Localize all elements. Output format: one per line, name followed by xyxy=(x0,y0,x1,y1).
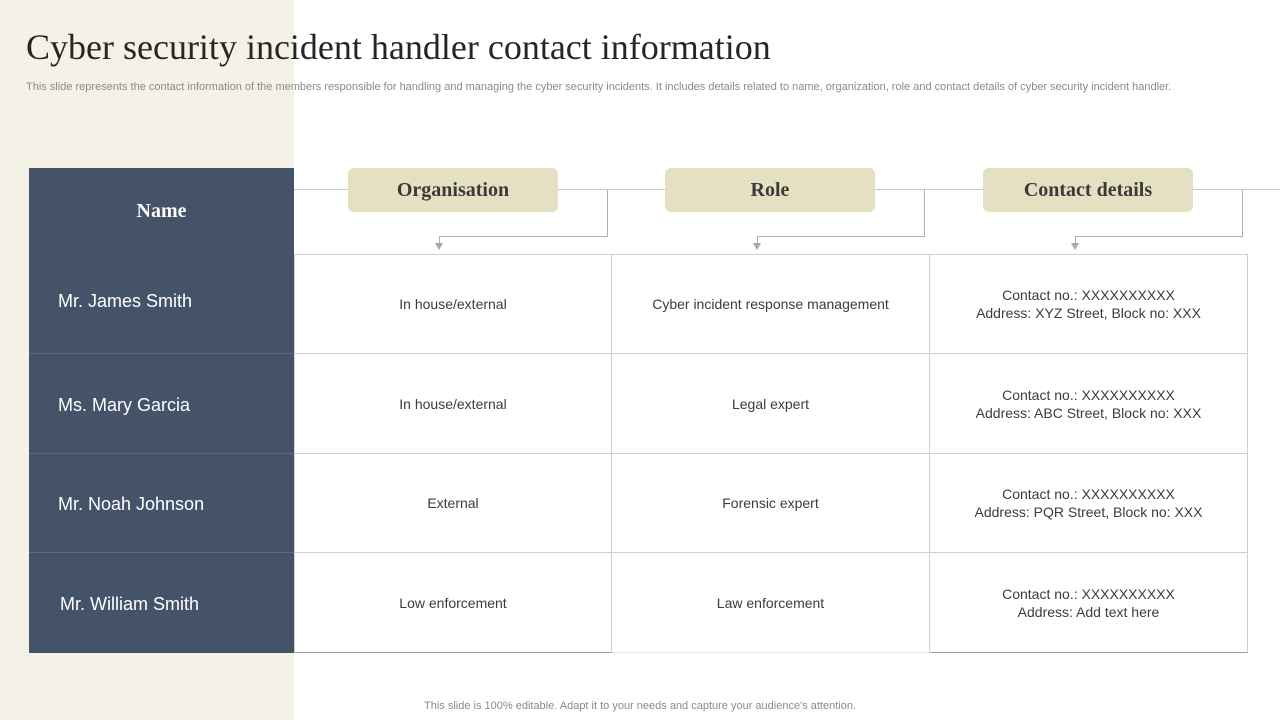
name-cell: Mr. James Smith xyxy=(58,291,193,311)
contact-table xyxy=(294,255,1248,653)
name-cell: Mr. Noah Johnson xyxy=(58,494,205,514)
name-separator xyxy=(29,353,294,354)
connector-line xyxy=(607,190,608,236)
name-cell: Mr. William Smith xyxy=(60,594,199,614)
header-line xyxy=(1192,189,1280,190)
contact-number: Contact no.: XXXXXXXXXX xyxy=(1002,287,1175,303)
role-cell: Legal expert xyxy=(612,353,930,454)
role-cell: Cyber incident response management xyxy=(612,254,930,354)
organisation-cell: In house/external xyxy=(294,254,612,354)
connector-line xyxy=(924,190,925,236)
footer-note: This slide is 100% editable. Adapt it to your needs and capture your audience's attention. xyxy=(424,700,856,712)
contact-cell xyxy=(930,254,1248,354)
page-title: Cyber security incident handler contact information xyxy=(26,27,771,67)
page-subtitle: This slide represents the contact information of the members responsible for handling and managing the cyber security incidents. It includes details related to name, organization, role and contact details of cyber security incident handler. xyxy=(26,81,1172,93)
connector-line xyxy=(1075,236,1243,237)
organisation-cell: External xyxy=(294,453,612,553)
connector-line xyxy=(439,236,608,237)
organisation-cell: Low enforcement xyxy=(294,552,612,653)
contact-address: Address: XYZ Street, Block no: XXX xyxy=(976,305,1201,321)
contact-cell xyxy=(930,552,1248,653)
contact-number: Contact no.: XXXXXXXXXX xyxy=(1002,386,1175,403)
contact-cell xyxy=(930,453,1248,553)
connector-line xyxy=(757,236,925,237)
organisation-cell: In house/external xyxy=(294,353,612,454)
header-line xyxy=(294,189,348,190)
header-line xyxy=(875,189,983,190)
arrow-down-icon xyxy=(435,243,443,250)
name-header: Name xyxy=(136,200,187,222)
contact-address: Address: Add text here xyxy=(1017,603,1160,620)
contact-address: Address: PQR Street, Block no: XXX xyxy=(974,504,1203,520)
contact-number: Contact no.: XXXXXXXXXX xyxy=(1002,486,1175,502)
role-header: Role xyxy=(665,168,875,212)
contact-number: Contact no.: XXXXXXXXXX xyxy=(1002,585,1175,602)
arrow-down-icon xyxy=(1071,243,1079,250)
header-line xyxy=(558,189,665,190)
connector-line xyxy=(1242,190,1243,236)
organisation-header: Organisation xyxy=(348,168,558,212)
contact-header: Contact details xyxy=(983,168,1193,212)
contact-address: Address: ABC Street, Block no: XXX xyxy=(975,404,1202,421)
contact-cell xyxy=(930,353,1248,454)
role-cell: Law enforcement xyxy=(612,552,930,653)
role-cell: Forensic expert xyxy=(612,453,930,553)
arrow-down-icon xyxy=(753,243,761,250)
name-cell: Ms. Mary Garcia xyxy=(58,395,191,415)
